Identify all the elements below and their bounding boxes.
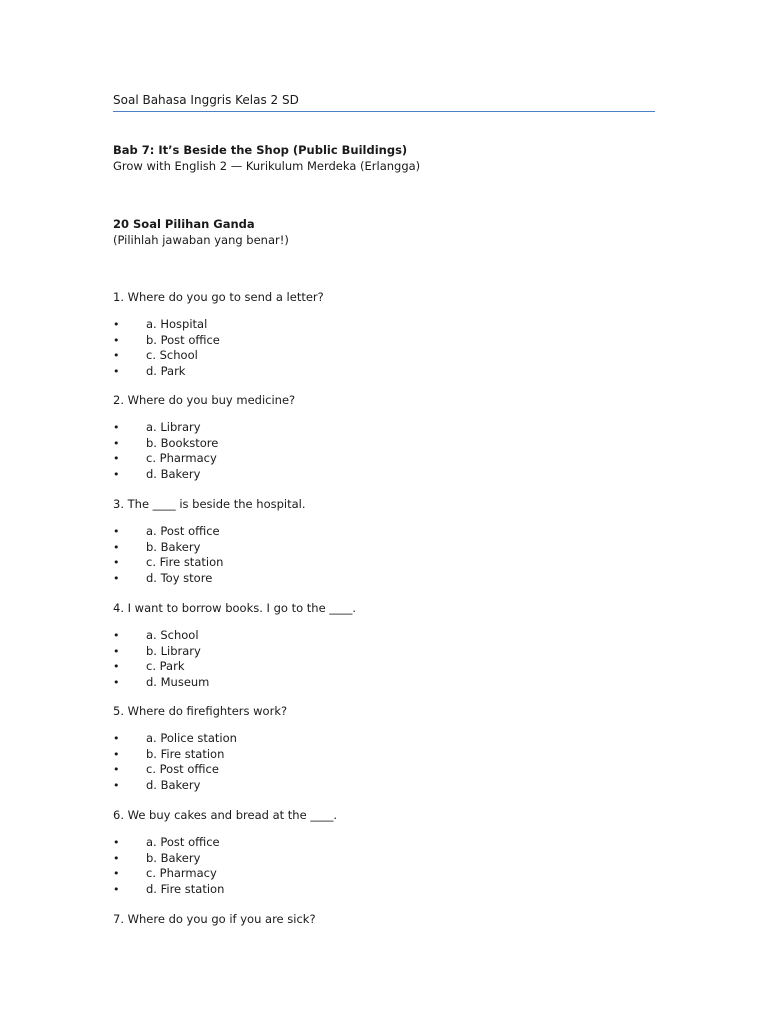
bullet-icon: •	[113, 629, 120, 642]
answer-option-label: d. Museum	[146, 674, 210, 689]
bullet-icon: •	[113, 436, 120, 450]
bullet-icon: •	[113, 732, 120, 745]
answer-option-label: a. Police station	[146, 731, 237, 745]
answer-option-label: b. Fire station	[146, 746, 225, 761]
answer-option-label: c. Park	[146, 659, 185, 673]
answer-option-label: c. Pharmacy	[146, 866, 217, 880]
bullet-icon: •	[113, 349, 120, 362]
answer-option-label: a. Post office	[146, 524, 220, 538]
answer-option-label: c. Pharmacy	[146, 451, 217, 465]
bullet-icon: •	[113, 882, 120, 896]
bullet-icon: •	[113, 571, 120, 585]
question-text: 5. Where do firefighters work?	[113, 704, 288, 718]
chapter-subtitle: Grow with English 2 — Kurikulum Merdeka (Erlangga)	[113, 159, 421, 173]
page-header-title: Soal Bahasa Inggris Kelas 2 SD	[113, 93, 299, 107]
answer-option-label: d. Fire station	[146, 881, 225, 896]
bullet-icon: •	[113, 867, 120, 880]
bullet-icon: •	[113, 525, 120, 538]
bullet-icon: •	[113, 318, 120, 331]
answer-option-label: c. Fire station	[146, 555, 224, 569]
answer-option-label: d. Toy store	[146, 570, 213, 585]
answer-option-label: d. Bakery	[146, 466, 201, 481]
answer-option-label: a. Post office	[146, 835, 220, 849]
section-instruction: (Pilihlah jawaban yang benar!)	[113, 233, 289, 247]
bullet-icon: •	[113, 467, 120, 481]
bullet-icon: •	[113, 644, 120, 658]
section-title: 20 Soal Pilihan Ganda	[113, 217, 255, 231]
bullet-icon: •	[113, 851, 120, 865]
bullet-icon: •	[113, 540, 120, 554]
bullet-icon: •	[113, 452, 120, 465]
answer-option-label: b. Library	[146, 643, 201, 658]
chapter-title: Bab 7: It’s Beside the Shop (Public Buildings)	[113, 143, 408, 157]
bullet-icon: •	[113, 747, 120, 761]
answer-option-label: b. Post office	[146, 332, 220, 347]
answer-option-label: a. School	[146, 628, 199, 642]
answer-option-label: a. Hospital	[146, 317, 208, 331]
answer-option-label: c. Post office	[146, 762, 219, 776]
bullet-icon: •	[113, 836, 120, 849]
answer-option-label: c. School	[146, 348, 198, 362]
bullet-icon: •	[113, 364, 120, 378]
bullet-icon: •	[113, 421, 120, 434]
question-text: 2. Where do you buy medicine?	[113, 393, 296, 407]
question-text: 6. We buy cakes and bread at the ____.	[113, 808, 337, 822]
bullet-icon: •	[113, 333, 120, 347]
bullet-icon: •	[113, 675, 120, 689]
answer-option-label: a. Library	[146, 420, 201, 434]
answer-option-label: b. Bakery	[146, 539, 201, 554]
answer-option-label: d. Bakery	[146, 777, 201, 792]
bullet-icon: •	[113, 778, 120, 792]
bullet-icon: •	[113, 660, 120, 673]
question-text: 1. Where do you go to send a letter?	[113, 290, 324, 304]
answer-option-label: b. Bookstore	[146, 435, 219, 450]
bullet-icon: •	[113, 763, 120, 776]
question-text: 4. I want to borrow books. I go to the ____.	[113, 601, 356, 615]
question-text: 7. Where do you go if you are sick?	[113, 912, 316, 926]
bullet-icon: •	[113, 556, 120, 569]
answer-option-label: b. Bakery	[146, 850, 201, 865]
question-text: 3. The ____ is beside the hospital.	[113, 497, 306, 511]
answer-option-label: d. Park	[146, 363, 186, 378]
header-divider	[113, 111, 655, 112]
